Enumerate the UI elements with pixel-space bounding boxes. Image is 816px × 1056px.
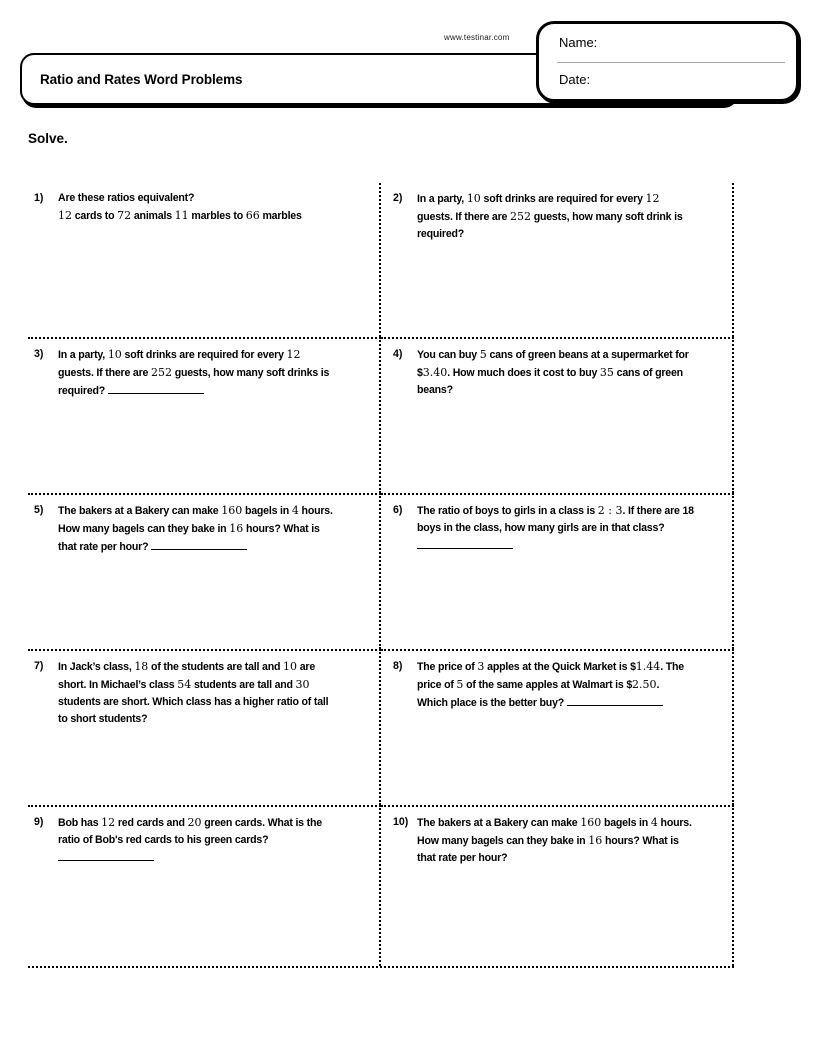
math-number: 2 : 3 — [597, 504, 623, 517]
problem-cell — [28, 649, 381, 805]
answer-blank — [58, 849, 154, 861]
problem-text: Bob has 12 red cards and 20 green cards. What is the ratio of Bob's red cards to his green cards? — [58, 814, 373, 867]
problem-text: In Jack’s class, 18 of the students are tall and 10 are short. In Michael’s class 54 students are tall and 30 students are short. Which class has a higher ratio of tall to short students? — [58, 660, 329, 725]
math-number: 18 — [134, 660, 149, 673]
answer-blank — [417, 537, 513, 549]
problem-text: In a party, 10 soft drinks are required for every 12 guests. If there are 252 guests, how many soft drinks is required? — [58, 348, 330, 397]
math-number: 5 — [456, 678, 464, 691]
problem-number: 2) — [393, 192, 403, 204]
problem-cell — [28, 805, 381, 966]
math-number: 160 — [221, 504, 243, 517]
math-number: 2.50 — [632, 678, 657, 691]
problem-text: You can buy 5 cans of green beans at a supermarket for $3.40. How much does it cost to buy 35 cans of green beans? — [417, 348, 689, 396]
problem-cell — [28, 337, 381, 493]
answer-blank — [151, 538, 247, 550]
problem-number: 8) — [393, 660, 403, 672]
problem-number: 1) — [34, 192, 44, 204]
page-title: Ratio and Rates Word Problems — [40, 71, 243, 87]
math-number: 5 — [479, 348, 487, 361]
math-number: 11 — [174, 209, 189, 222]
problem-cell — [381, 337, 734, 493]
answer-blank — [108, 382, 204, 394]
problem-number: 10) — [393, 816, 409, 828]
math-number: 3 — [477, 660, 485, 673]
problem-cell — [381, 493, 734, 649]
math-number: 160 — [580, 816, 602, 829]
math-number: 16 — [229, 522, 244, 535]
problem-text: The ratio of boys to girls in a class is 2 : 3. If there are 18 boys in the class, how many girls are in that class? — [417, 502, 726, 555]
math-number: 12 — [645, 192, 660, 205]
problem-text: The bakers at a Bakery can make 160 bagels in 4 hours. How many bagels can they bake in 16 hours? What is that rate per hour? — [58, 504, 333, 553]
math-number: 4 — [650, 816, 658, 829]
math-number: 12 — [101, 816, 116, 829]
math-number: 12 — [58, 209, 72, 222]
answer-blank — [567, 694, 663, 706]
math-number: 10 — [283, 660, 297, 673]
math-number: 4 — [291, 504, 299, 517]
math-number: 12 — [286, 348, 301, 361]
problem-cell — [381, 183, 734, 337]
problem-number: 3) — [34, 348, 44, 360]
name-label: Name: — [559, 35, 598, 50]
math-number: 66 — [245, 209, 260, 222]
problem-number: 5) — [34, 504, 44, 516]
problem-text: The price of 3 apples at the Quick Market is $1.44. The price of 5 of the same apples at Walmart is $2.50. Which place is the better buy? — [417, 660, 685, 709]
site-url: www.testinar.com — [444, 33, 510, 42]
problem-cell — [28, 183, 381, 337]
problem-cell — [381, 649, 734, 805]
problem-number: 6) — [393, 504, 403, 516]
problem-number: 4) — [393, 348, 403, 360]
problems-grid — [28, 183, 734, 968]
problem-text: In a party, 10 soft drinks are required for every 12 guests. If there are 252 guests, how many soft drink is required? — [417, 192, 683, 240]
math-number: 54 — [177, 678, 192, 691]
math-number: 3.40 — [422, 366, 448, 379]
problem-cell — [28, 493, 381, 649]
math-number: 30 — [295, 678, 310, 691]
math-number: 72 — [117, 209, 132, 222]
name-date-box — [536, 21, 799, 102]
math-number: 35 — [599, 366, 614, 379]
problem-number: 7) — [34, 660, 44, 672]
math-number: 10 — [466, 192, 481, 205]
problem-cell — [381, 805, 734, 966]
problem-number: 9) — [34, 816, 44, 828]
math-number: 20 — [187, 816, 202, 829]
math-number: 10 — [107, 348, 122, 361]
math-number: 252 — [150, 366, 172, 379]
name-date-divider — [557, 62, 785, 63]
problem-text: The bakers at a Bakery can make 160 bagels in 4 hours. How many bagels can they bake in 16 hours? What is that rate per hour? — [417, 816, 692, 864]
math-number: 1.44 — [635, 660, 661, 673]
date-label: Date: — [559, 72, 591, 87]
math-number: 16 — [588, 834, 603, 847]
problem-text: Are these ratios equivalent? 12 cards to 72 animals 11 marbles to 66 marbles — [58, 192, 302, 222]
instructions-label: Solve. — [28, 131, 68, 146]
math-number: 252 — [509, 210, 531, 223]
